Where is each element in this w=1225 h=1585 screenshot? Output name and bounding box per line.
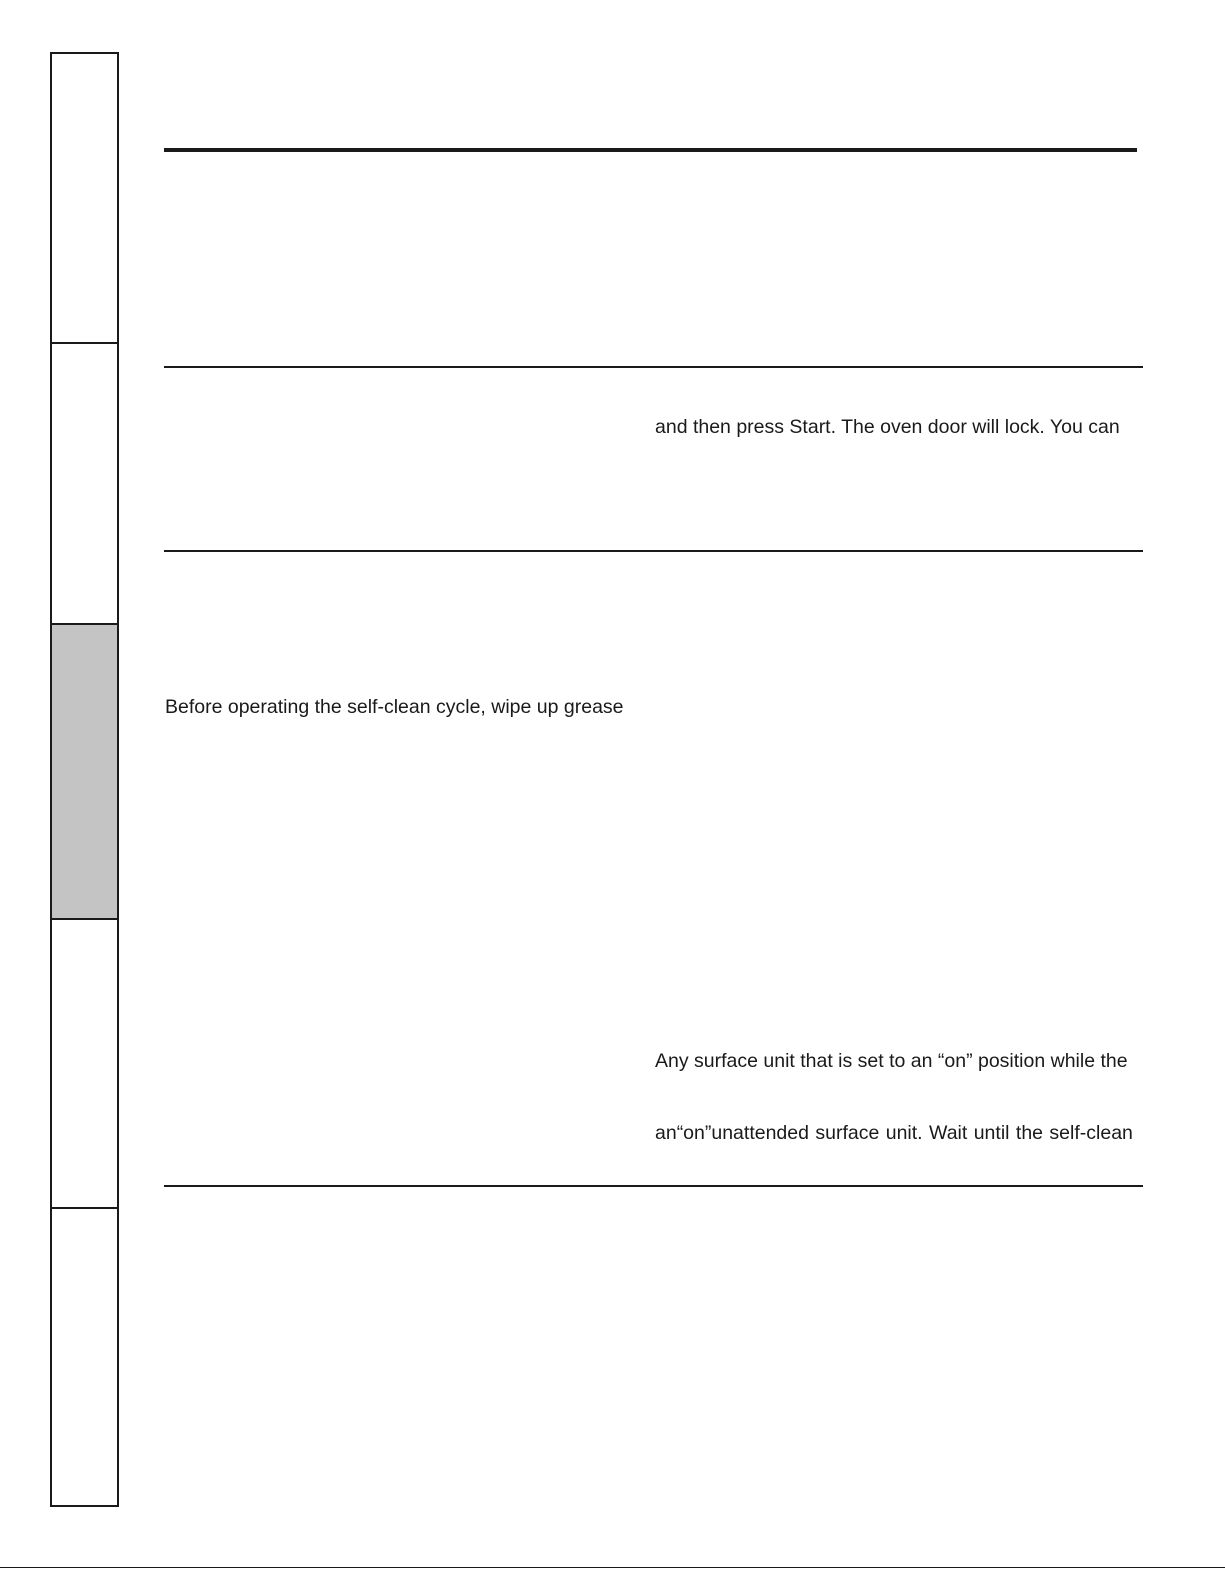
body-text-line: an“on”unattended surface unit. Wait until the self-clean [655,1122,1133,1144]
section-divider-3 [164,1185,1143,1187]
page-bottom-border [0,1567,1225,1568]
header-rule [164,148,1137,152]
side-tab-1[interactable] [50,52,119,344]
side-tab-3-active[interactable] [50,623,119,920]
side-tab-4[interactable] [50,918,119,1209]
section-divider-2 [164,550,1143,552]
body-text-line: Before operating the self-clean cycle, wipe up grease [165,696,624,718]
section-divider-1 [164,366,1143,368]
side-tab-2[interactable] [50,342,119,625]
side-tab-5[interactable] [50,1207,119,1507]
body-text-line: and then press Start. The oven door will lock. You can [655,416,1120,438]
body-text-line: Any surface unit that is set to an “on” position while the [655,1050,1128,1072]
